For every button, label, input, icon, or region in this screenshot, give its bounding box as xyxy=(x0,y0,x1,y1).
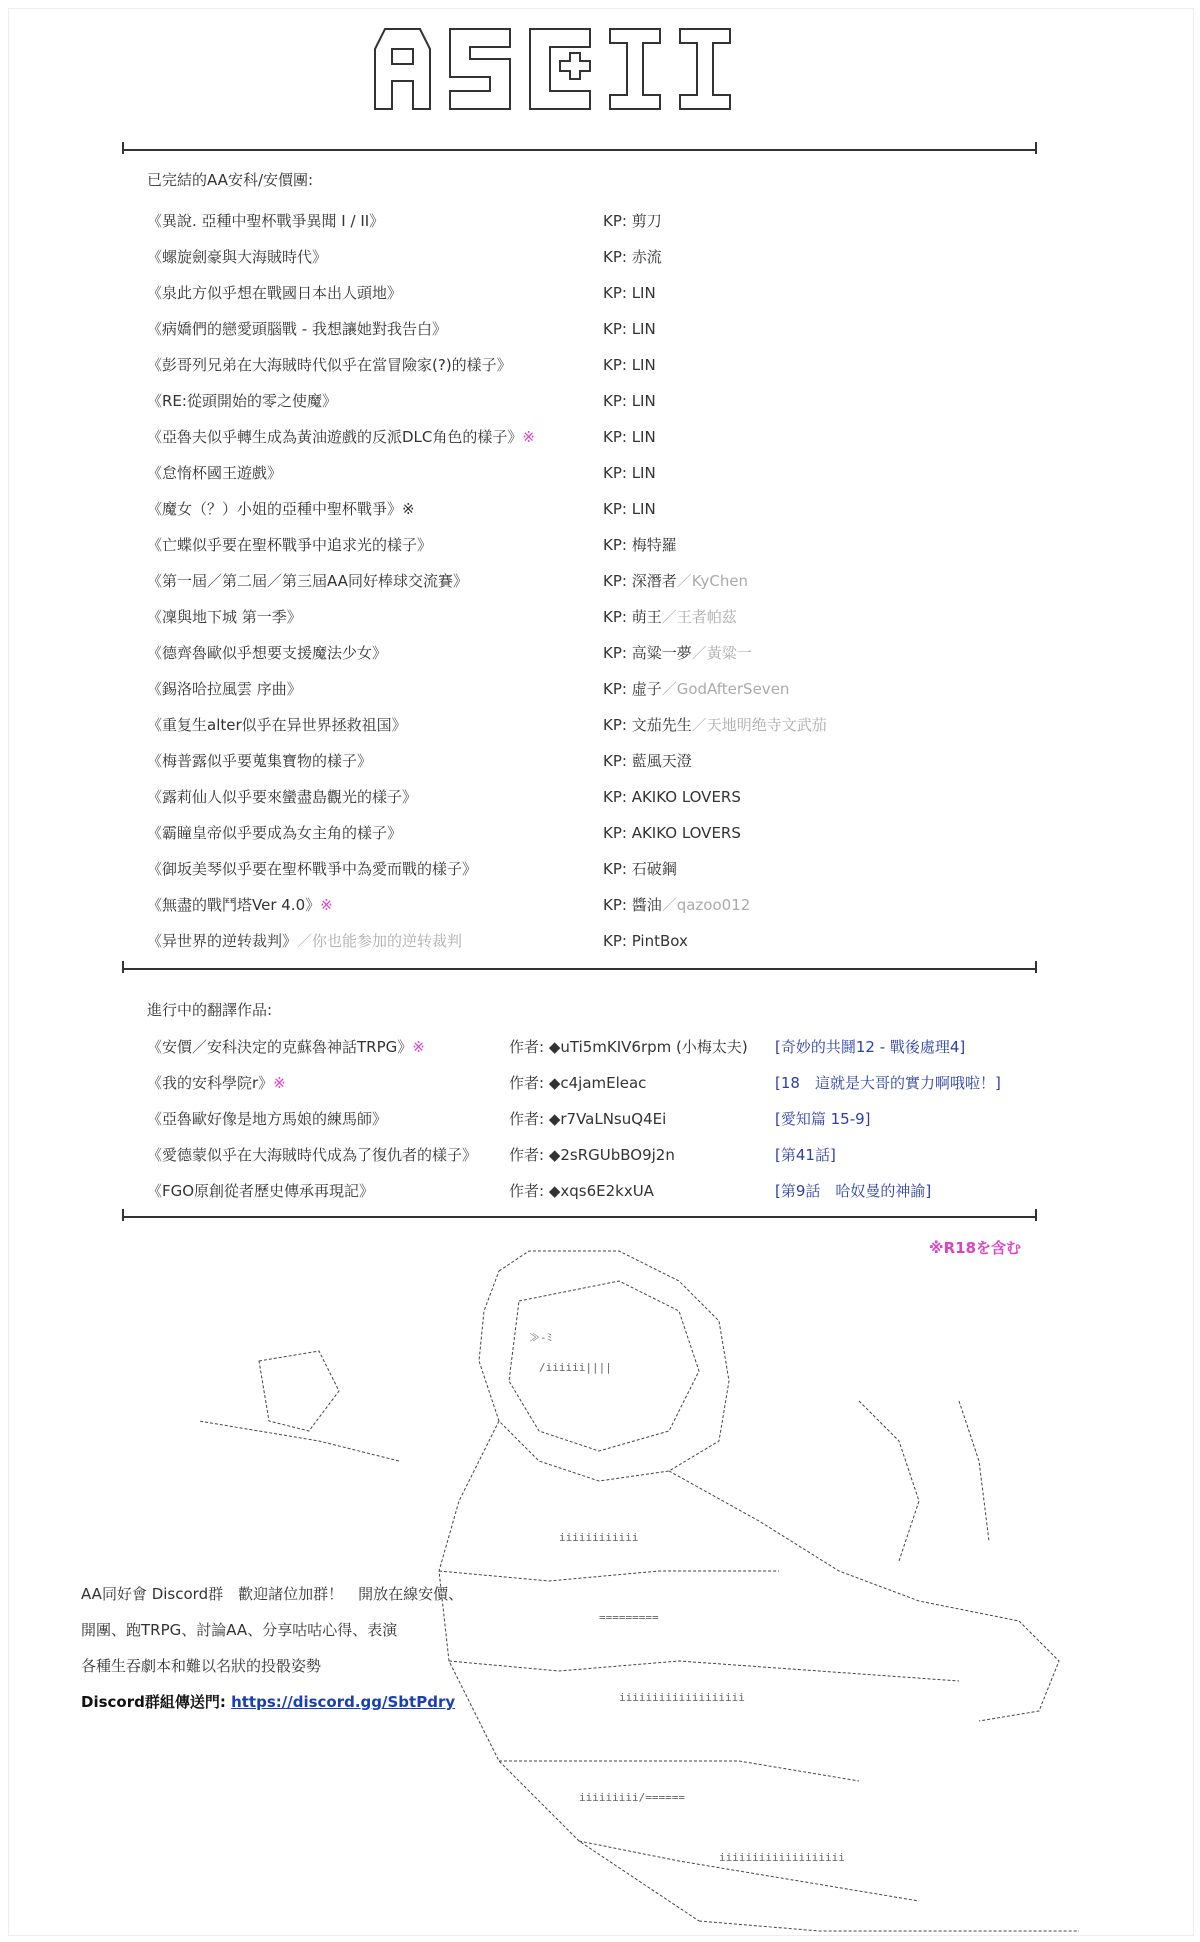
completed-item-title: 《錫洛哈拉風雲 序曲》 xyxy=(147,680,302,698)
ascii-logo xyxy=(365,19,765,119)
r18-mark: ※ xyxy=(412,1038,425,1056)
completed-item xyxy=(147,785,1047,809)
completed-item-title: 《御坂美琴似乎要在聖杯戰爭中為愛而戰的樣子》 xyxy=(147,860,478,878)
r18-mark: ※ xyxy=(273,1074,286,1092)
completed-item-kp-alt: ／天地明绝寺文武茄 xyxy=(691,716,827,734)
completed-item-kp: KP: LIN xyxy=(603,500,656,518)
completed-item-kp: KP: 深潛者／KyChen xyxy=(603,572,749,590)
r18-note: ※R18を含む xyxy=(929,1239,1022,1257)
ongoing-item-author: 作者: ◆r7VaLNsuQ4Ei xyxy=(509,1110,667,1128)
ongoing-item-chapter-link[interactable]: [第41話] xyxy=(775,1146,836,1164)
completed-item-kp: KP: LIN xyxy=(603,356,656,374)
completed-item-kp: KP: 文茄先生／天地明绝寺文武茄 xyxy=(603,716,827,734)
completed-item xyxy=(147,821,1047,845)
ongoing-item-chapter-link[interactable]: [第9話 哈奴曼的神諭] xyxy=(775,1182,932,1200)
completed-item-kp: KP: LIN xyxy=(603,284,656,302)
completed-item-kp: KP: AKIKO LOVERS xyxy=(603,788,741,806)
completed-item-title: 《异世界的逆转裁判》／你也能参加的逆转裁判 xyxy=(147,932,463,950)
completed-item-title: 《第一屆／第二屆／第三屆AA同好棒球交流賽》 xyxy=(147,572,468,590)
completed-item-title: 《霸瞳皇帝似乎要成為女主角的樣子》 xyxy=(147,824,403,842)
completed-item xyxy=(147,641,1047,665)
completed-item xyxy=(147,713,1047,737)
page xyxy=(8,8,1194,1936)
ongoing-item-author: 作者: ◆2sRGUbBO9j2n xyxy=(509,1146,675,1164)
completed-item-title: 《無盡的戰鬥塔Ver 4.0》※ xyxy=(147,896,333,914)
completed-item-title: 《亞魯夫似乎轉生成為黃油遊戲的反派DLC角色的樣子》※ xyxy=(147,428,535,446)
completed-item xyxy=(147,497,1047,521)
ongoing-item-author: 作者: ◆xqs6E2kxUA xyxy=(509,1182,654,1200)
completed-item xyxy=(147,461,1047,485)
ongoing-item-chapter-link[interactable]: [愛知篇 15-9] xyxy=(775,1110,871,1128)
completed-item-kp: KP: 醬油／qazoo012 xyxy=(603,896,751,914)
ongoing-item-title: 《亞魯歐好像是地方馬娘的練馬師》 xyxy=(147,1110,388,1128)
completed-item-kp: KP: LIN xyxy=(603,428,656,446)
completed-item-kp: KP: LIN xyxy=(603,392,656,410)
completed-item-title: 《泉此方似乎想在戰國日本出人頭地》 xyxy=(147,284,403,302)
svg-text:iiiiiiiii/======: iiiiiiiii/====== xyxy=(579,1791,685,1804)
bottom-divider xyxy=(122,1216,1037,1218)
discord-link-label: Discord群組傳送門: xyxy=(81,1693,232,1711)
ongoing-item-author: 作者: ◆uTi5mKIV6rpm (小梅太夫) xyxy=(509,1038,748,1056)
svg-text:iiiiiiiiiiiiiiiiiii: iiiiiiiiiiiiiiiiiii xyxy=(719,1851,845,1864)
ongoing-item xyxy=(147,1035,1047,1059)
completed-item-title: 《德齊魯歐似乎想要支援魔法少女》 xyxy=(147,644,388,662)
completed-item xyxy=(147,533,1047,557)
completed-item xyxy=(147,353,1047,377)
completed-item-title: 《凜與地下城 第一季》 xyxy=(147,608,302,626)
completed-item-title: 《梅普露似乎要蒐集寶物的樣子》 xyxy=(147,752,373,770)
completed-item-title: 《病嬌們的戀愛頭腦戰 - 我想讓她對我告白》 xyxy=(147,320,447,338)
ongoing-item-title: 《愛德蒙似乎在大海賊時代成為了復仇者的樣子》 xyxy=(147,1146,478,1164)
completed-item-title: 《彭哥列兄弟在大海賊時代似乎在當冒險家(?)的樣子》 xyxy=(147,356,512,374)
completed-item xyxy=(147,245,1047,269)
completed-item-kp-alt: ／qazoo012 xyxy=(661,896,751,914)
top-divider xyxy=(122,149,1037,151)
svg-text:/iiiiii||||: /iiiiii|||| xyxy=(539,1361,612,1374)
completed-item-kp: KP: 赤流 xyxy=(603,248,662,266)
svg-text:=========: ========= xyxy=(599,1611,659,1624)
r18-mark: ※ xyxy=(522,428,535,446)
ongoing-item xyxy=(147,1107,1047,1131)
ongoing-item xyxy=(147,1143,1047,1167)
completed-heading: 已完結的AA安科/安價團: xyxy=(147,171,314,189)
completed-item-kp: KP: AKIKO LOVERS xyxy=(603,824,741,842)
ongoing-item xyxy=(147,1179,1047,1203)
completed-item-kp: KP: 石破鋼 xyxy=(603,860,677,878)
completed-item-kp: KP: 高粱一夢／黃粱一 xyxy=(603,644,752,662)
discord-line-3: 各種生吞劇本和難以名狀的投骰姿勢 xyxy=(81,1657,322,1675)
svg-text:≫-ﾐ: ≫-ﾐ xyxy=(529,1331,553,1344)
ongoing-item-chapter-link[interactable]: [18 這就是大哥的實力啊哦啦！] xyxy=(775,1074,1001,1092)
ongoing-heading: 進行中的翻譯作品: xyxy=(147,1001,273,1019)
completed-item-kp-alt: ／王者帕茲 xyxy=(661,608,737,626)
completed-item-title: 《亡蝶似乎要在聖杯戰爭中追求光的樣子》 xyxy=(147,536,433,554)
completed-item-kp-alt: ／黃粱一 xyxy=(691,644,752,662)
completed-item xyxy=(147,749,1047,773)
completed-item xyxy=(147,857,1047,881)
completed-item-title: 《重复生alter似乎在异世界拯救祖国》 xyxy=(147,716,407,734)
completed-item xyxy=(147,569,1047,593)
completed-item-title: 《怠惰杯國王遊戲》 xyxy=(147,464,283,482)
completed-item xyxy=(147,929,1047,953)
completed-item-kp: KP: 剪刀 xyxy=(603,212,662,230)
completed-item-kp: KP: 虛子／GodAfterSeven xyxy=(603,680,790,698)
ongoing-item-title: 《我的安科學院r》※ xyxy=(147,1074,286,1092)
completed-item-kp-alt: ／GodAfterSeven xyxy=(661,680,790,698)
completed-item-title: 《螺旋劍豪與大海賊時代》 xyxy=(147,248,328,266)
completed-item-title: 《魔女（？）小姐的亞種中聖杯戰爭》※ xyxy=(147,500,415,518)
completed-item-kp: KP: 藍風天澄 xyxy=(603,752,692,770)
ongoing-item-title: 《FGO原創從者歷史傳承再現記》 xyxy=(147,1182,375,1200)
completed-item-kp: KP: 梅特羅 xyxy=(603,536,677,554)
completed-item-title: 《RE:從頭開始的零之使魔》 xyxy=(147,392,337,410)
completed-item xyxy=(147,389,1047,413)
discord-link-line xyxy=(81,1691,455,1712)
completed-item-kp: KP: 萌王／王者帕茲 xyxy=(603,608,737,626)
completed-item xyxy=(147,425,1047,449)
svg-text:iiiiiiiiiiiiiiiiiii: iiiiiiiiiiiiiiiiiii xyxy=(619,1691,745,1704)
completed-item xyxy=(147,317,1047,341)
completed-item xyxy=(147,209,1047,233)
discord-line-2: 開團、跑TRPG、討論AA、分享咕咕心得、表演 xyxy=(81,1621,398,1639)
completed-item-kp: KP: PintBox xyxy=(603,932,688,950)
ongoing-item-title: 《安價／安科決定的克蘇魯神話TRPG》※ xyxy=(147,1038,425,1056)
ongoing-item xyxy=(147,1071,1047,1095)
completed-item-title: 《異說. 亞種中聖杯戰爭異聞 I / II》 xyxy=(147,212,385,230)
ongoing-item-author: 作者: ◆c4jamEleac xyxy=(509,1074,647,1092)
completed-item xyxy=(147,281,1047,305)
completed-item-title: 《露莉仙人似乎要來蠻盡島觀光的樣子》 xyxy=(147,788,418,806)
completed-item-suffix: ／你也能参加的逆转裁判 xyxy=(297,932,463,950)
completed-item-kp: KP: LIN xyxy=(603,320,656,338)
discord-invite-link[interactable]: https://discord.gg/SbtPdry xyxy=(231,1693,456,1711)
completed-item-kp: KP: LIN xyxy=(603,464,656,482)
middle-divider xyxy=(122,968,1037,970)
r18-mark: ※ xyxy=(320,896,333,914)
completed-item xyxy=(147,605,1047,629)
completed-item-kp-alt: ／KyChen xyxy=(676,572,749,590)
completed-item xyxy=(147,893,1047,917)
completed-item xyxy=(147,677,1047,701)
ongoing-item-chapter-link[interactable]: [奇妙的共鬪12 - 戰後處理4] xyxy=(775,1038,966,1056)
discord-line-1: AA同好會 Discord群 歡迎諸位加群！ 開放在線安價、 xyxy=(81,1585,464,1603)
svg-text:iiiiiiiiiiii: iiiiiiiiiiii xyxy=(559,1531,639,1544)
